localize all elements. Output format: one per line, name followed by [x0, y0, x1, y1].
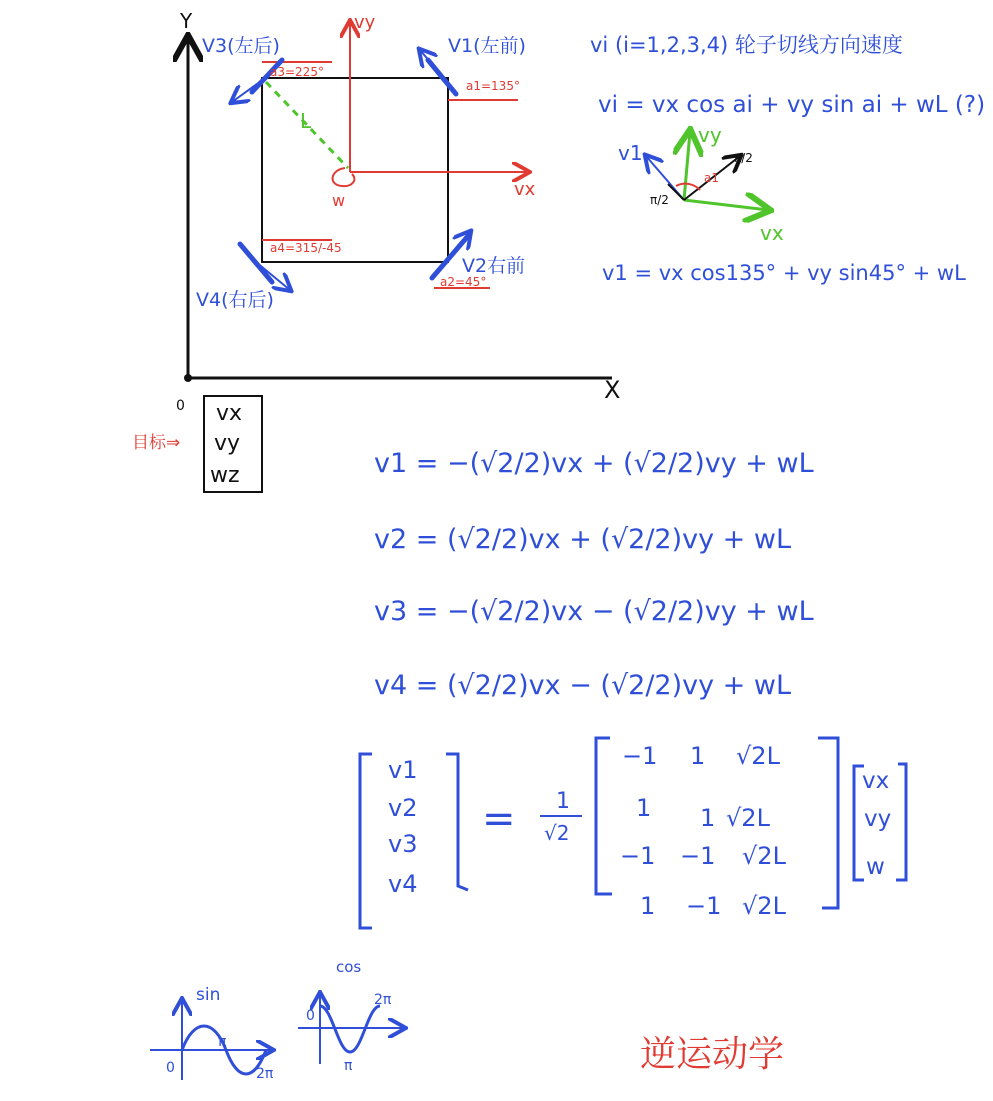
factor-numerator: 1 [556, 789, 570, 814]
wheel-v3-angle: a3=225° [270, 65, 324, 79]
cos-origin-label: 0 [306, 1008, 315, 1024]
inset-vx-label: vx [760, 221, 784, 245]
matrix-cell-1-2: 1 [690, 742, 706, 770]
sin-two-pi-label: 2π [256, 1066, 274, 1082]
wheel-v1-name: V1(左前) [448, 35, 526, 57]
matrix-cell-4-2: −1 [686, 892, 722, 920]
target-vx: vx [216, 401, 243, 426]
sin-label: sin [196, 985, 221, 1005]
cos-sketch [298, 958, 404, 1074]
robot-vx-label: vx [514, 179, 536, 200]
matrix-cell-4-1: 1 [640, 892, 656, 920]
matrix-cell-2-2: 1 [700, 804, 716, 832]
omega-rotation-arrow [333, 168, 355, 186]
wheel-v4-angle: a4=315/-45 [270, 241, 342, 255]
wheel-v4-name: V4(右后) [196, 289, 274, 311]
rhs-right-bracket [896, 764, 906, 880]
lhs-v1: v1 [388, 756, 418, 784]
wheel-v1-velocity-arrow [420, 50, 442, 76]
v1-formula: v1 = vx cos135° + vy sin45° + wL [602, 261, 966, 285]
target-vy: vy [214, 431, 241, 456]
rhs-vx: vx [862, 768, 890, 794]
equations [374, 448, 814, 701]
lhs-right-bracket [446, 754, 468, 890]
matrix-cell-2-3: √2L [726, 804, 770, 832]
world-origin-dot [184, 374, 192, 382]
robot-omega-label: w [332, 191, 346, 210]
inset-a1-label: a1 [704, 171, 719, 185]
lhs-v4: v4 [388, 870, 418, 898]
matrix-left-bracket [596, 738, 612, 894]
sin-pi-label: π [218, 1034, 227, 1050]
inset-perpendicular-line [668, 184, 684, 200]
definition-note: vi (i=1,2,3,4) 轮子切线方向速度 [590, 33, 903, 57]
world-origin-label: 0 [176, 398, 185, 414]
rhs-w: w [866, 854, 885, 880]
robot-vy-label: vy [354, 12, 376, 33]
target-vector [132, 396, 262, 492]
wheel-v3-name: V3(左后) [202, 35, 280, 57]
cos-pi-label: π [344, 1058, 353, 1074]
matrix-equals: = [482, 796, 516, 842]
world-x-label: X [604, 376, 621, 404]
inset-sketch [618, 123, 784, 245]
matrix-cell-4-3: √2L [742, 892, 786, 920]
wheel-v2-velocity-arrow [450, 232, 470, 257]
equation-v2: v2 = (√2/2)vx + (√2/2)vy + wL [374, 524, 792, 555]
inset-vx-arrow [684, 200, 768, 210]
wheel-v2-angle: a2=45° [440, 275, 487, 289]
wheel-v1-angle: a1=135° [466, 79, 520, 93]
equation-v3: v3 = −(√2/2)vx − (√2/2)vy + wL [374, 596, 814, 627]
factor-denominator: √2 [544, 821, 570, 845]
robot-chassis [262, 78, 448, 262]
general-formula: vi = vx cos ai + vy sin ai + wL (?) [598, 92, 986, 118]
inset-vy-arrow [684, 132, 690, 200]
matrix-cell-3-1: −1 [620, 842, 656, 870]
wheel-v2-name: V2右前 [462, 255, 526, 277]
matrix-right-bracket [818, 738, 838, 908]
target-wz: wz [210, 463, 240, 488]
matrix-equation [360, 738, 906, 928]
cos-label: cos [336, 958, 362, 976]
equation-v1: v1 = −(√2/2)vx + (√2/2)vy + wL [374, 448, 814, 479]
matrix-cell-1-3: √2L [736, 742, 780, 770]
world-y-label: Y [180, 9, 193, 33]
lhs-left-bracket [360, 754, 372, 928]
matrix-cell-3-2: −1 [680, 842, 716, 870]
lhs-v2: v2 [388, 794, 418, 822]
rhs-vy: vy [864, 806, 892, 832]
inset-half-pi-left: π/2 [650, 193, 669, 207]
inset-half-pi-right: π/2 [734, 151, 753, 165]
wheel-v4-velocity-arrow [256, 262, 290, 290]
inset-vy-label: vy [698, 123, 722, 147]
matrix-cell-2-1: 1 [636, 794, 652, 822]
target-label: 目标⇒ [132, 433, 181, 453]
matrix-cell-1-1: −1 [622, 742, 658, 770]
half-diagonal-label: L [300, 109, 312, 133]
footer-title: 逆运动学 [640, 1034, 785, 1075]
lhs-v3: v3 [388, 830, 418, 858]
equation-v4: v4 = (√2/2)vx − (√2/2)vy + wL [374, 670, 792, 701]
world-axes [176, 9, 620, 414]
sin-sketch [150, 985, 274, 1082]
matrix-cell-3-3: √2L [742, 842, 786, 870]
sin-origin-label: 0 [166, 1060, 175, 1076]
inset-v1-label: v1 [618, 141, 643, 165]
cos-two-pi-label: 2π [374, 992, 392, 1008]
